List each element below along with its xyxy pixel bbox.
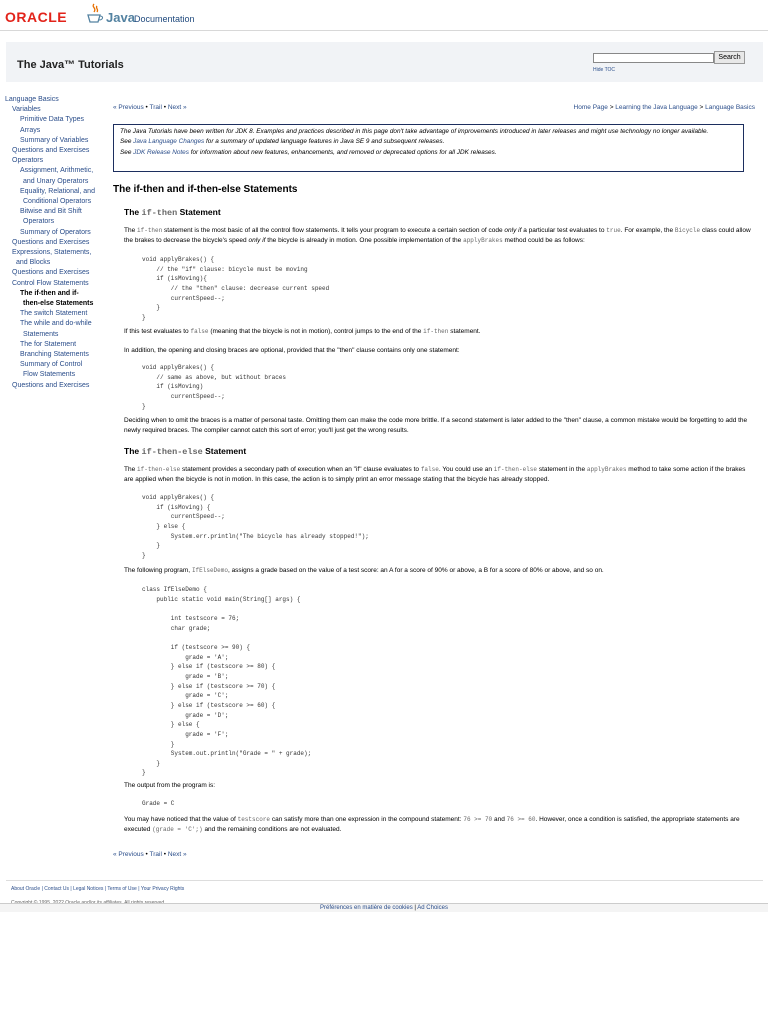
note-line-3: See JDK Release Notes for information about new features, enhancements, and removed or deprecated options for all JDK releases.	[120, 148, 497, 156]
toc-item[interactable]: Operators	[23, 218, 55, 226]
toc-item[interactable]: Questions and Exercises	[12, 269, 90, 277]
breadcrumb-separator: >	[609, 104, 614, 111]
toc-item[interactable]: Primitive Data Types	[20, 116, 85, 124]
toc-item[interactable]: and Blocks	[16, 259, 51, 267]
paragraph: The if-then-else statement provides a secondary path of execution when an "if" clause evaluates to false. You could use an if-then-else statement in the applyBrakes method to take some action if the brakes are applied when the bicycle is not in motion. In this case, the action is to simply print an error message stating that the bicycle has already stopped.	[124, 466, 746, 484]
hide-toc-link[interactable]: Hide TOC	[593, 67, 616, 73]
cookie-bar: Préférences en matière de cookies | Ad Choices	[0, 903, 768, 912]
breadcrumb-basics[interactable]: Language Basics	[705, 104, 755, 111]
trail-link[interactable]: Trail	[149, 851, 162, 858]
ad-choices-link[interactable]: Ad Choices	[417, 905, 448, 911]
toc-item[interactable]: Questions and Exercises	[12, 381, 90, 389]
toc-item[interactable]: Assignment, Arithmetic,	[20, 167, 94, 175]
code-block: class IfElseDemo { public static void main(String[] args) { int testscore = 76; char grade; if (testscore >= 90) { grade = 'A'; } else if (testscore >= 80) { grade = 'B'; } else if (testscore >= 70) { grade = 'C'; } else if (testscore >= 60) { grade = 'D'; } else { grade = 'F'; } System.out.println("Grade = " + grade); } }	[142, 586, 312, 777]
subsection-heading-if-then: The if-then Statement	[124, 207, 221, 218]
cookie-preferences-link[interactable]: Préférences en matière de cookies	[320, 905, 413, 911]
trail-link[interactable]: Trail	[149, 104, 162, 111]
jdk-note-box	[113, 124, 744, 172]
language-changes-link[interactable]: Java Language Changes	[133, 138, 205, 146]
nav-separator: •	[145, 851, 148, 858]
page-nav-top	[113, 104, 187, 111]
breadcrumb-home[interactable]: Home Page	[573, 104, 608, 111]
footer-link[interactable]: Legal Notices	[73, 886, 104, 892]
paragraph: Deciding when to omit the braces is a matter of personal taste. Omitting them can make the code more brittle. If a second statement is later added to the "then" clause, a common mistake would be forgetting to add the newly required braces. The compiler cannot catch this sort of error; you'll just get the wrong results.	[124, 417, 748, 435]
search-input[interactable]	[593, 53, 714, 63]
next-link[interactable]: Next »	[167, 851, 187, 858]
toc-sidebar	[5, 95, 105, 391]
documentation-link[interactable]: Documentation	[134, 14, 195, 24]
search-button[interactable]: Search	[714, 51, 745, 64]
java-cup-icon	[86, 2, 104, 26]
toc-item[interactable]: Branching Statements	[20, 351, 89, 359]
paragraph: You may have noticed that the value of testscore can satisfy more than one expression in the compound statement: 76 >= 70 and 76 >= 60. However, once a condition is satisfied, the appropriate statements are executed (grade = 'C';) and the remaining conditions are not evaluated.	[124, 816, 740, 834]
toc-item[interactable]: Questions and Exercises	[12, 238, 90, 246]
toc-item[interactable]: Summary of Control	[20, 361, 83, 369]
page-footer	[6, 880, 763, 892]
note-line-1: The Java Tutorials have been written for JDK 8. Examples and practices described in this page don't take advantage of improvements introduced in later releases and might use technology no longer available.	[120, 128, 709, 135]
toc-item[interactable]: The switch Statement	[20, 310, 88, 318]
toc-item[interactable]: and Unary Operators	[23, 177, 89, 185]
java-logo[interactable]: Java	[106, 10, 135, 25]
title-band	[6, 42, 763, 82]
section-heading: The if-then and if-then-else Statements	[113, 184, 298, 195]
nav-separator: •	[145, 104, 148, 111]
code-block: Grade = C	[142, 800, 175, 807]
toc-item[interactable]: Questions and Exercises	[12, 147, 90, 155]
toc-item[interactable]: Flow Statements	[23, 371, 76, 379]
toc-item[interactable]: Equality, Relational, and	[20, 187, 95, 195]
toc-item[interactable]: Summary of Operators	[20, 228, 91, 236]
toc-item[interactable]: The for Statement	[20, 340, 77, 348]
toc-item[interactable]: Summary of Variables	[20, 136, 89, 144]
footer-link[interactable]: Terms of Use	[107, 886, 137, 892]
code-block: void applyBrakes() { if (isMoving) { currentSpeed--; } else { System.err.println("The bicycle has already stopped!"); } }	[142, 494, 369, 559]
next-link[interactable]: Next »	[167, 104, 187, 111]
toc-item[interactable]: The while and do-while	[20, 320, 92, 328]
toc-item[interactable]: Operators	[12, 157, 44, 165]
paragraph: If this test evaluates to false (meaning that the bicycle is not in motion), control jumps to the end of the if-then statement.	[124, 328, 481, 335]
toc-item-current: then-else Statements	[23, 300, 94, 308]
footer-link[interactable]: About Oracle	[11, 886, 41, 892]
subsection-heading-if-then-else: The if-then-else Statement	[124, 446, 247, 457]
toc-item[interactable]: Conditional Operators	[23, 198, 92, 206]
nav-separator: •	[163, 104, 167, 111]
page-nav-bottom	[113, 851, 187, 858]
footer-links: About Oracle | Contact Us | Legal Notices | Terms of Use | Your Privacy Rights	[11, 886, 185, 892]
release-notes-link[interactable]: JDK Release Notes	[133, 148, 189, 156]
code-block: void applyBrakes() { // the "if" clause: bicycle must be moving if (isMoving){ // the "then" clause: decrease current speed currentSpeed--; } }	[142, 256, 330, 321]
ifelsedemo-link[interactable]: IfElseDemo	[191, 567, 228, 574]
footer-link[interactable]: Contact Us	[44, 886, 69, 892]
breadcrumb-learning[interactable]: Learning the Java Language	[615, 104, 698, 111]
oracle-logo[interactable]: ORACLE	[5, 9, 68, 25]
toc-item[interactable]: Statements	[23, 330, 59, 338]
breadcrumb	[574, 104, 755, 111]
toc-item[interactable]: Language Basics	[5, 96, 59, 103]
toc-item[interactable]: Control Flow Statements	[12, 279, 89, 287]
nav-separator: •	[163, 851, 167, 858]
breadcrumb-separator: >	[699, 104, 704, 111]
note-line-2: See Java Language Changes for a summary of updated language features in Java SE 9 and subsequent releases.	[120, 138, 445, 146]
toc-item[interactable]: Arrays	[20, 126, 41, 134]
toc-item[interactable]: Expressions, Statements,	[12, 249, 92, 257]
paragraph: The output from the program is:	[124, 782, 216, 789]
toc-item[interactable]: Bitwise and Bit Shift	[20, 208, 82, 216]
footer-link[interactable]: Your Privacy Rights	[140, 886, 185, 892]
previous-link[interactable]: « Previous	[113, 104, 144, 111]
top-header	[0, 0, 768, 31]
paragraph: The if-then statement is the most basic of all the control flow statements. It tells your program to execute a certain section of code only if a particular test evaluates to true. For example, the Bicycle class could allow the brakes to decrease the bicycle's speed only if the bicycle is already in motion. One possible implementation of the applyBrakes method could be as follows:	[124, 227, 751, 245]
toc-item[interactable]: Variables	[12, 106, 41, 114]
toc-item-current: The if-then and if-	[20, 289, 79, 297]
paragraph: In addition, the opening and closing braces are optional, provided that the "then" clause contains only one statement:	[124, 347, 460, 354]
page-title: The Java™ Tutorials	[17, 59, 124, 71]
paragraph: The following program, IfElseDemo, assigns a grade based on the value of a test score: an A for a score of 90% or above, a B for a score of 80% or above, and so on.	[124, 567, 604, 574]
previous-link[interactable]: « Previous	[113, 851, 144, 858]
code-block: void applyBrakes() { // same as above, but without braces if (isMoving) currentSpeed--; }	[142, 364, 287, 410]
